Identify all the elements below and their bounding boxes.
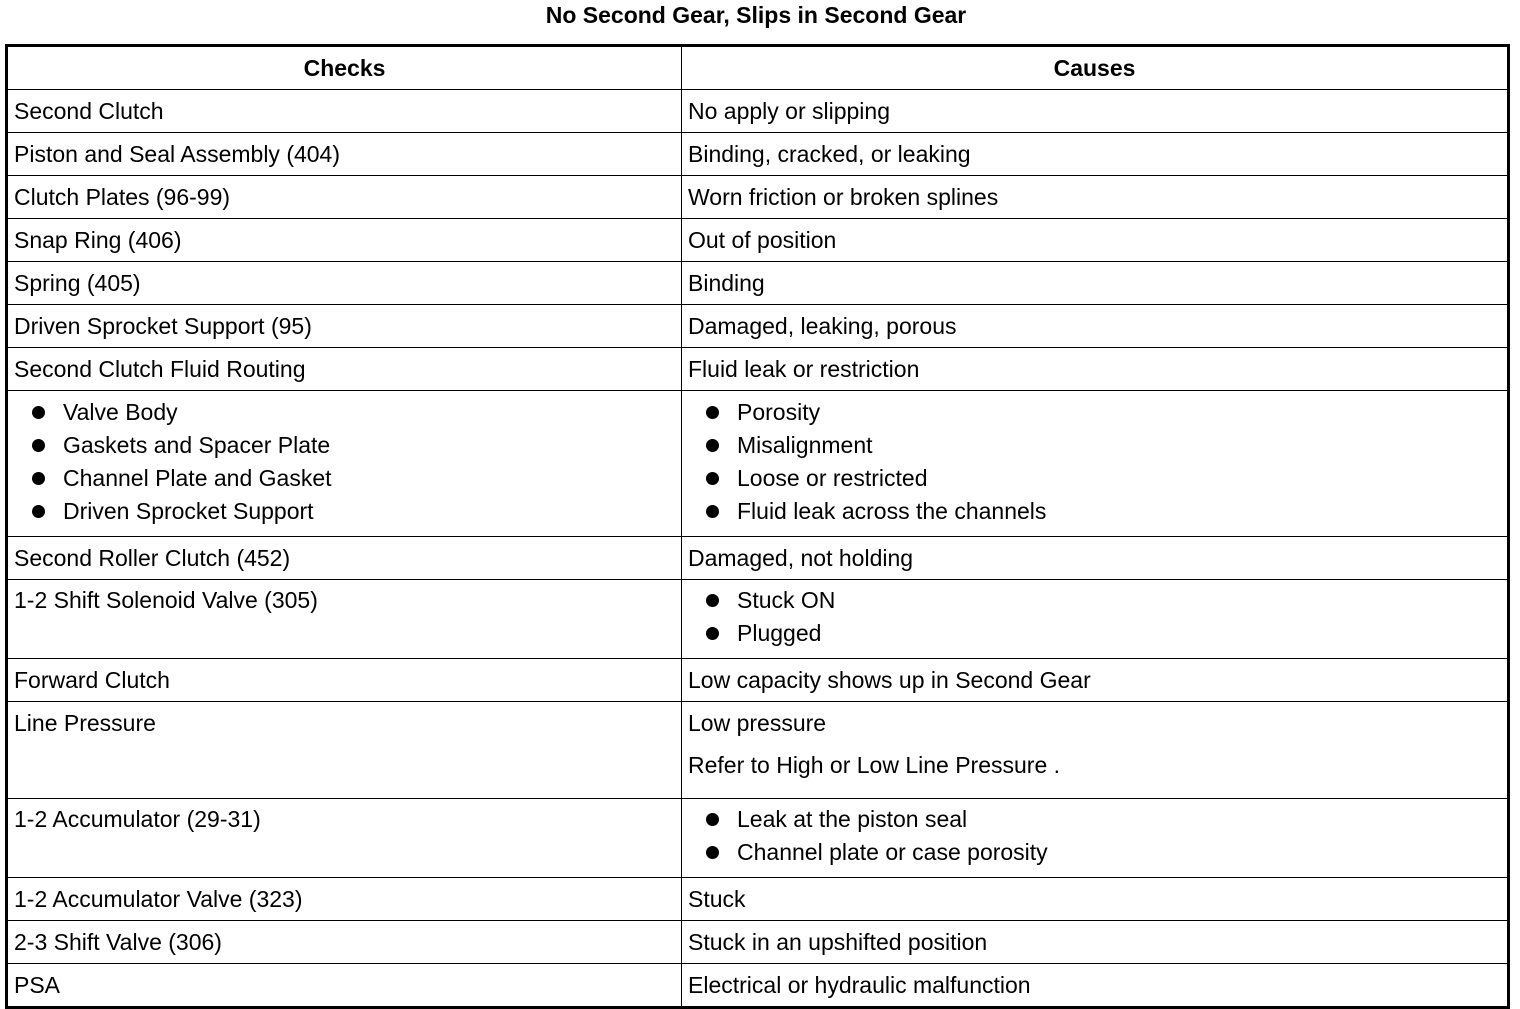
cause-cell: Damaged, not holding [682,537,1509,580]
bullet-icon [706,439,719,452]
check-cell: Spring (405) [7,262,682,305]
check-cell: Driven Sprocket Support (95) [7,305,682,348]
bullet-icon [706,846,719,859]
table-row [7,659,1509,702]
list-item-label: Channel plate or case porosity [737,839,1048,865]
table-row [7,176,1509,219]
table-row [7,702,1509,799]
list-item-label: Misalignment [737,432,873,458]
table-row [7,219,1509,262]
cause-cell: No apply or slipping [682,90,1509,133]
bullet-icon [706,813,719,826]
cause-bullet-list [688,584,1501,650]
list-item [32,396,675,429]
check-cell: Second Clutch Fluid Routing [7,348,682,391]
cause-cell: Out of position [682,219,1509,262]
table-row [7,391,1509,537]
cause-cell: Worn friction or broken splines [682,176,1509,219]
list-item-label: Plugged [737,620,822,646]
table-row [7,537,1509,580]
bullet-icon [706,472,719,485]
list-item-label: Gaskets and Spacer Plate [63,432,331,458]
bullet-icon [706,406,719,419]
list-item-label: Channel Plate and Gasket [63,465,332,491]
check-cell [7,391,682,537]
cause-cell: Damaged, leaking, porous [682,305,1509,348]
causes-column-header: Causes [682,46,1509,90]
list-item [706,803,1501,836]
cause-cell [682,702,1509,799]
check-cell: Second Roller Clutch (452) [7,537,682,580]
table-row [7,799,1509,878]
table-row [7,133,1509,176]
check-label: Line Pressure [14,710,156,736]
table-row [7,348,1509,391]
table-header-row [7,46,1509,90]
list-item [706,584,1501,617]
check-cell: Forward Clutch [7,659,682,702]
table-row [7,262,1509,305]
bullet-icon [706,627,719,640]
check-cell: 1-2 Accumulator (29-31) [7,799,682,878]
check-cell: Snap Ring (406) [7,219,682,262]
cause-cell [682,391,1509,537]
table-row [7,580,1509,659]
check-cell: Second Clutch [7,90,682,133]
cause-cell: Stuck in an upshifted position [682,921,1509,964]
bullet-icon [32,505,45,518]
bullet-icon [32,439,45,452]
cause-bullet-list [688,803,1501,869]
list-item-label: Leak at the piston seal [737,806,968,832]
cause-bullet-list [688,396,1501,528]
cause-cell: Fluid leak or restriction [682,348,1509,391]
list-item-label: Porosity [737,399,821,425]
list-item [706,462,1501,495]
page-title: No Second Gear, Slips in Second Gear [545,2,967,28]
check-cell: 1-2 Shift Solenoid Valve (305) [7,580,682,659]
cause-cell: Low capacity shows up in Second Gear [682,659,1509,702]
table-row [7,964,1509,1008]
table-row [7,921,1509,964]
cause-cell: Stuck [682,878,1509,921]
list-item [706,495,1501,528]
check-bullet-list [14,396,675,528]
list-item-label: Loose or restricted [737,465,928,491]
cause-cell [682,799,1509,878]
checks-column-header: Checks [7,46,682,90]
check-cell: 2-3 Shift Valve (306) [7,921,682,964]
list-item [706,836,1501,869]
list-item [706,429,1501,462]
cause-cell: Electrical or hydraulic malfunction [682,964,1509,1008]
cause-note: Refer to High or Low Line Pressure . [688,752,1061,778]
cause-label: Low pressure [688,710,827,736]
bullet-icon [706,594,719,607]
list-item [706,617,1501,650]
table-row [7,305,1509,348]
check-cell [7,702,682,799]
list-item [32,429,675,462]
bullet-icon [32,472,45,485]
list-item-label: Stuck ON [737,587,836,613]
table-row [7,878,1509,921]
list-item [706,396,1501,429]
list-item-label: Fluid leak across the channels [737,498,1047,524]
check-cell: 1-2 Accumulator Valve (323) [7,878,682,921]
list-item [32,495,675,528]
cause-cell [682,580,1509,659]
diagnosis-table [5,44,1510,1009]
cause-cell: Binding [682,262,1509,305]
cause-cell: Binding, cracked, or leaking [682,133,1509,176]
bullet-icon [706,505,719,518]
table-row [7,90,1509,133]
list-item-label: Valve Body [63,399,178,425]
list-item [32,462,675,495]
check-cell: Clutch Plates (96-99) [7,176,682,219]
check-cell: Piston and Seal Assembly (404) [7,133,682,176]
bullet-icon [32,406,45,419]
check-cell: PSA [7,964,682,1008]
list-item-label: Driven Sprocket Support [63,498,314,524]
